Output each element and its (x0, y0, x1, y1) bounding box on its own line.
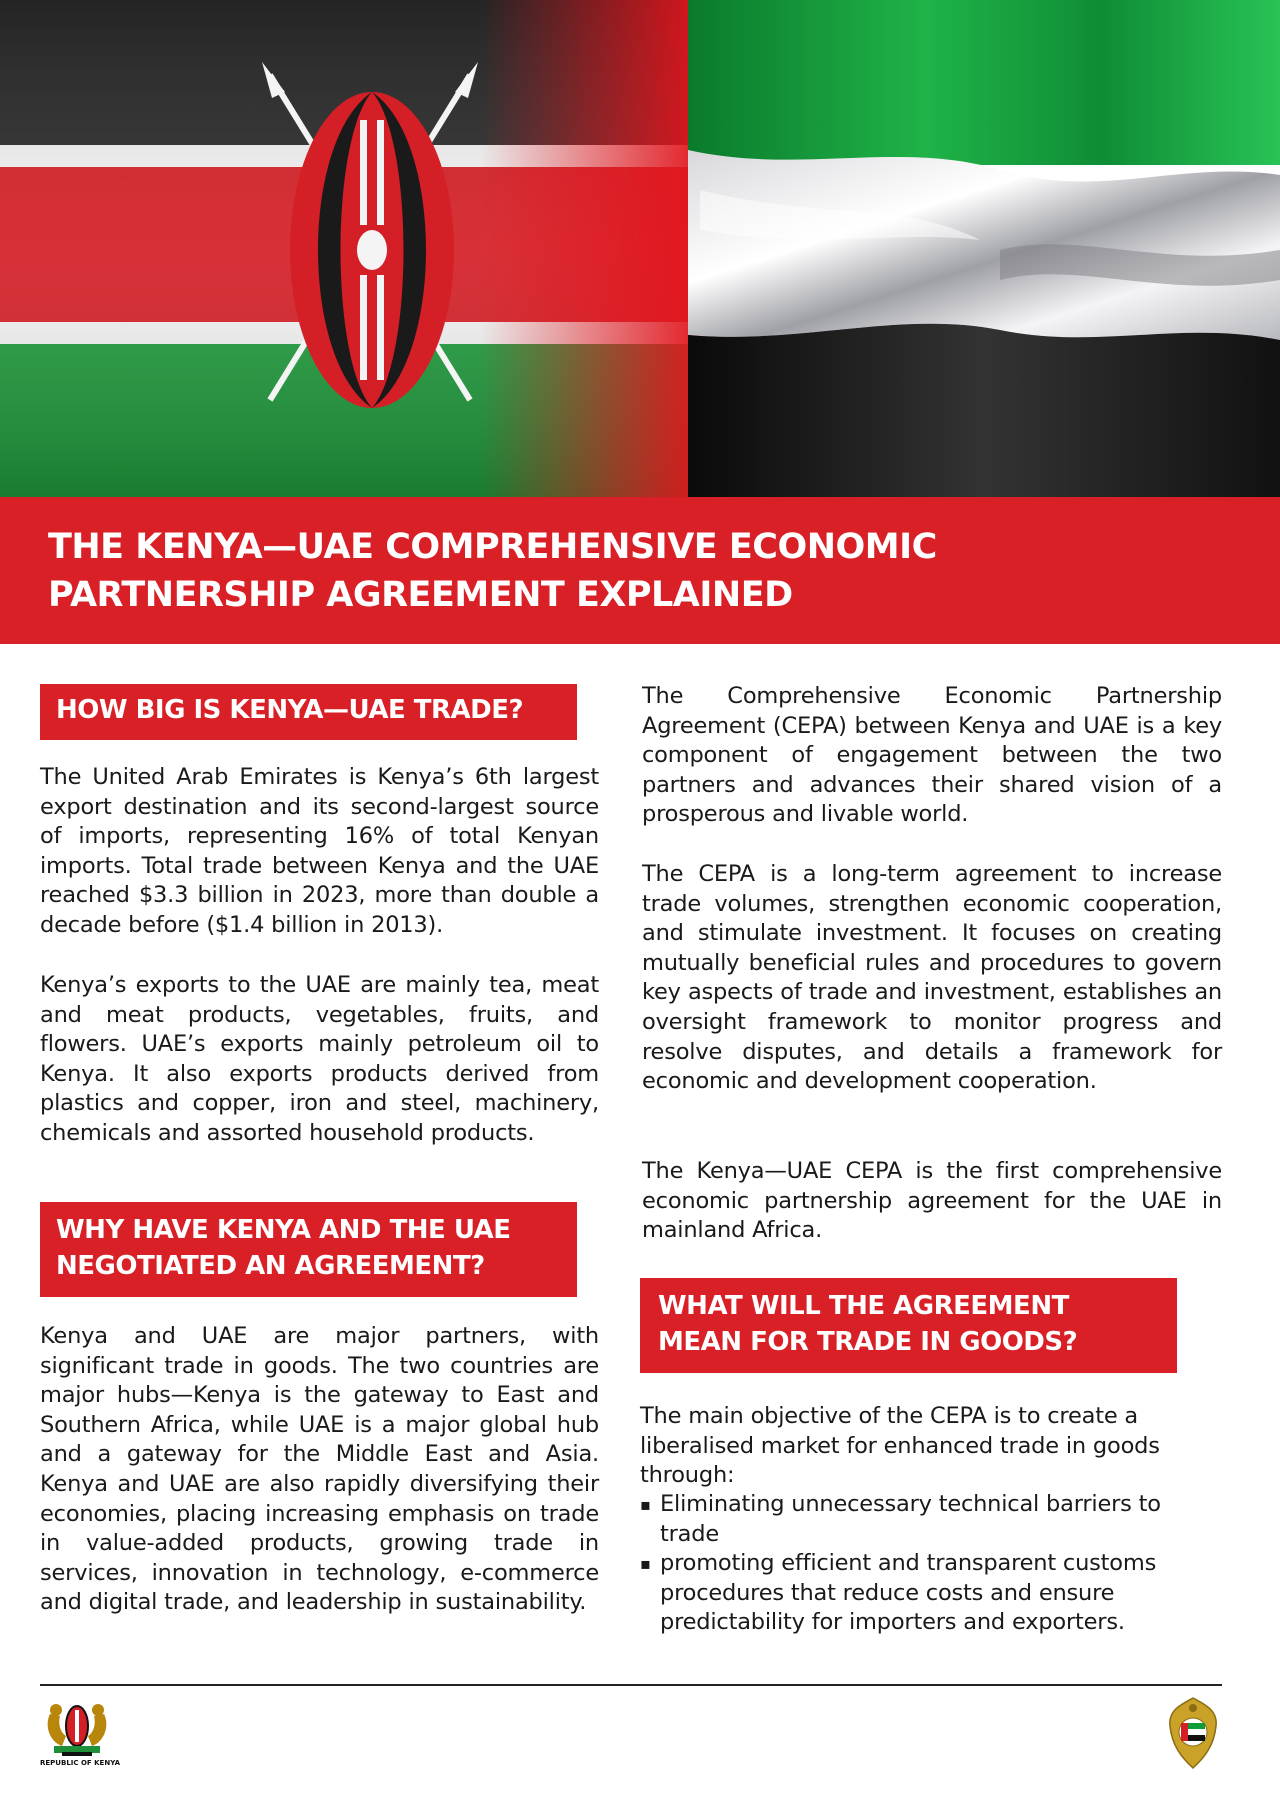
goods-bullet-list (640, 1490, 1200, 1638)
goods-intro-paragraph: The main objective of the CEPA is to create a liberalised market for enhanced trade in goods through: (640, 1403, 1160, 1489)
heading-trade-size (40, 684, 577, 740)
uae-emblem-icon (1164, 1696, 1222, 1770)
title-line-2: PARTNERSHIP AGREEMENT EXPLAINED (48, 575, 793, 615)
heading-goods-line-2: MEAN FOR TRADE IN GOODS? (658, 1327, 1078, 1357)
about-cepa-paragraph-2: The CEPA is a long-term agreement to increase trade volumes, strengthen economic cooperation, and stimulate investment. It focuses on creating mutually beneficial rules and procedures to govern key aspects of trade and investment, establishes an oversight framework to monitor progress and resolve disputes, and details a framework for economic and development cooperation. (642, 861, 1222, 1095)
title-line-1: THE KENYA—UAE COMPREHENSIVE ECONOMIC (48, 527, 937, 567)
heading-why-line-1: WHY HAVE KENYA AND THE UAE (56, 1215, 511, 1245)
heading-trade-in-goods (640, 1278, 1177, 1373)
about-cepa-paragraph-1: The Comprehensive Economic Partnership Agreement (CEPA) between Kenya and UAE is a key component of engagement between the two partners and advances their shared vision of a prosperous and livable world. (642, 683, 1222, 828)
goods-bullet-item: ▪ promoting efficient and transparent customs procedures that reduce costs and ensure predictability for importers and exporters. (640, 1549, 1200, 1638)
heading-goods-line-1: WHAT WILL THE AGREEMENT (658, 1291, 1069, 1321)
heading-why-negotiated (40, 1202, 577, 1297)
hero-flags-image (0, 0, 1280, 497)
goods-bullet-item: ▪ Eliminating unnecessary technical barriers to trade (640, 1490, 1200, 1549)
footer-divider (40, 1684, 1222, 1686)
title-banner (0, 497, 1280, 644)
about-cepa-paragraph-3: The Kenya—UAE CEPA is the first comprehensive economic partnership agreement for the UAE in mainland Africa. (642, 1158, 1222, 1244)
heading-why-line-2: NEGOTIATED AN AGREEMENT? (56, 1251, 485, 1281)
heading-trade-size-text: HOW BIG IS KENYA—UAE TRADE? (56, 695, 524, 725)
why-negotiated-paragraph: Kenya and UAE are major partners, with significant trade in goods. The two countries are major hubs—Kenya is the gateway to East and Southern Africa, while UAE is a major global hub and a gateway for the Middle East and Asia. Kenya and UAE are also rapidly diversifying their economies, placing increasing emphasis on trade in value-added products, growing trade in services, innovation in technology, e-commerce and digital trade, and leadership in sustainability. (40, 1323, 599, 1616)
trade-size-paragraph-2: Kenya’s exports to the UAE are mainly tea, meat and meat products, vegetables, fruits, and flowers. UAE’s exports mainly petroleum oil to Kenya. It also exports products derived from plastics and copper, iron and steel, machinery, chemicals and assorted household products. (40, 972, 599, 1146)
kenya-label: REPUBLIC OF KENYA (40, 1759, 121, 1767)
kenya-coat-of-arms-icon (40, 1696, 121, 1768)
trade-size-paragraph-1: The United Arab Emirates is Kenya’s 6th largest export destination and its second-largest source of imports, representing 16% of total Kenyan imports. Total trade between Kenya and the UAE reached $3.3 billion in 2023, more than double a decade before ($1.4 billion in 2013). (40, 764, 599, 938)
page-title (48, 523, 1048, 619)
